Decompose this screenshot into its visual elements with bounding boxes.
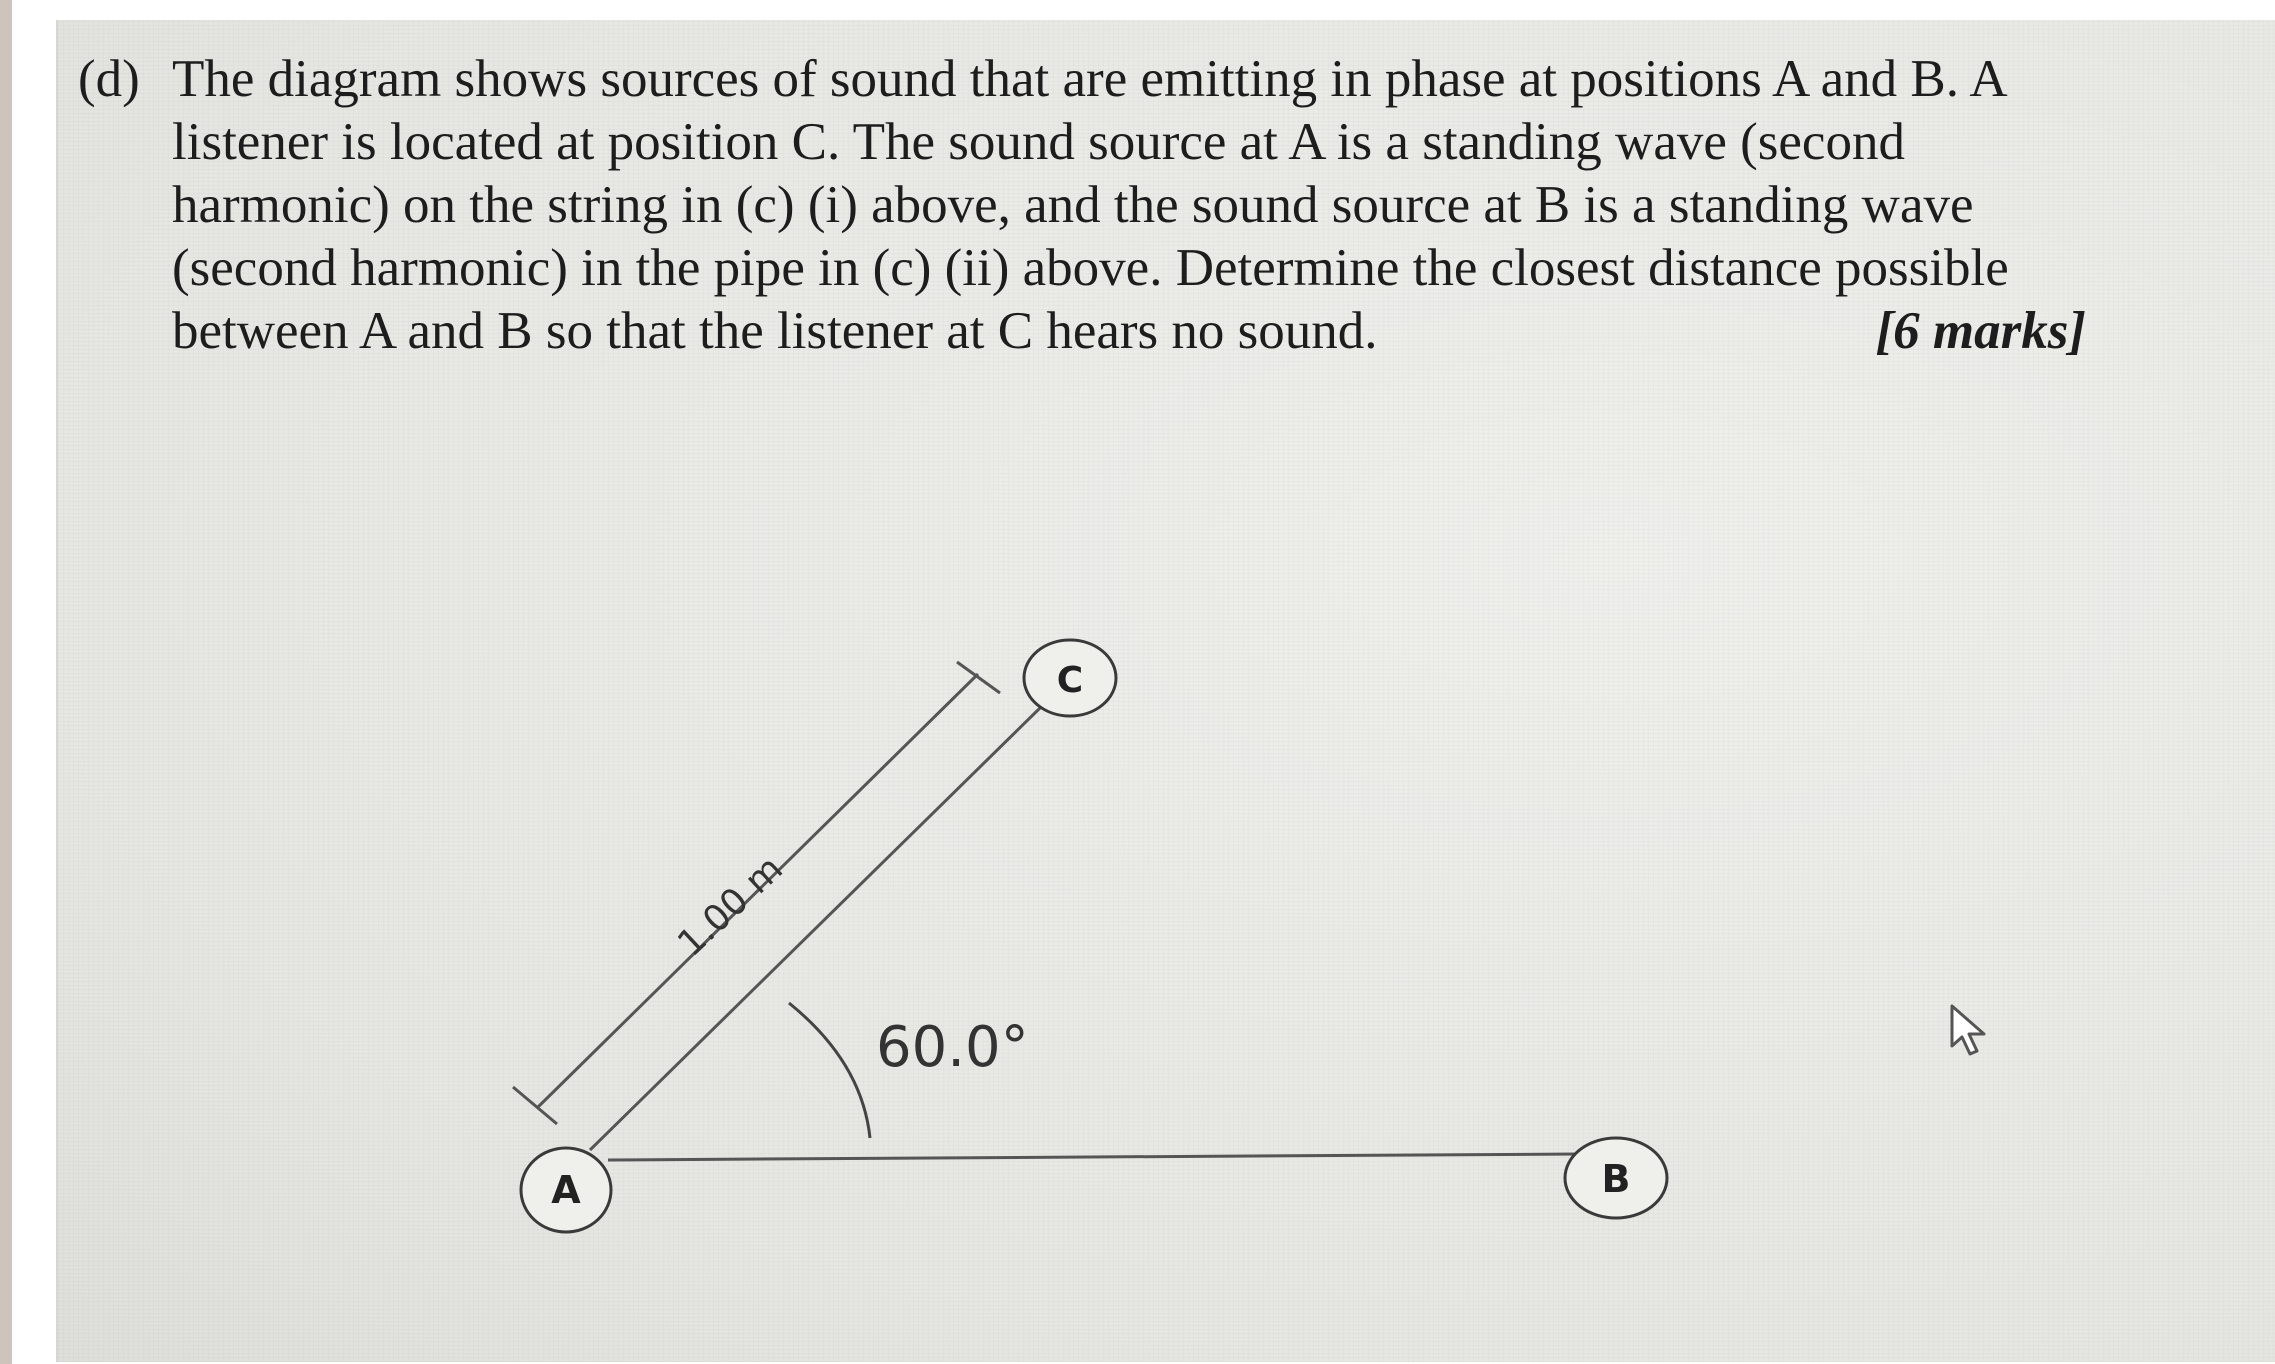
line-a-c <box>590 708 1040 1150</box>
question-line-3: harmonic) on the string in (c) (i) above, and the sound source at B is a standing wave <box>172 176 1974 234</box>
angle-arc <box>789 1003 870 1138</box>
point-c-label: C <box>1056 660 1084 701</box>
mouse-pointer-icon <box>1948 1002 1996 1058</box>
question-line-1: The diagram shows sources of sound that are emitting in phase at positions A and B. A <box>172 50 2008 108</box>
point-b-marker <box>1565 1138 1667 1218</box>
question-line-4: (second harmonic) in the pipe in (c) (ii) above. Determine the closest distance possible <box>172 239 2009 297</box>
line-a-b <box>608 1154 1578 1160</box>
point-b-label: B <box>1601 1157 1631 1201</box>
question-line-5: between A and B so that the listener at C hears no sound. <box>172 302 1378 360</box>
point-a-marker <box>521 1148 611 1232</box>
angle-label: 60.0° <box>876 1015 1029 1080</box>
point-c-marker <box>1024 640 1116 716</box>
question-line-2: listener is located at position C. The sound source at A is a standing wave (second <box>172 113 1905 171</box>
point-a-label: A <box>551 1168 581 1212</box>
distance-label: 1.00 m <box>670 848 791 965</box>
dimension-tick-start <box>513 1087 557 1124</box>
question-label: (d) <box>78 50 140 108</box>
marks-label: [6 marks] <box>1875 302 2086 360</box>
